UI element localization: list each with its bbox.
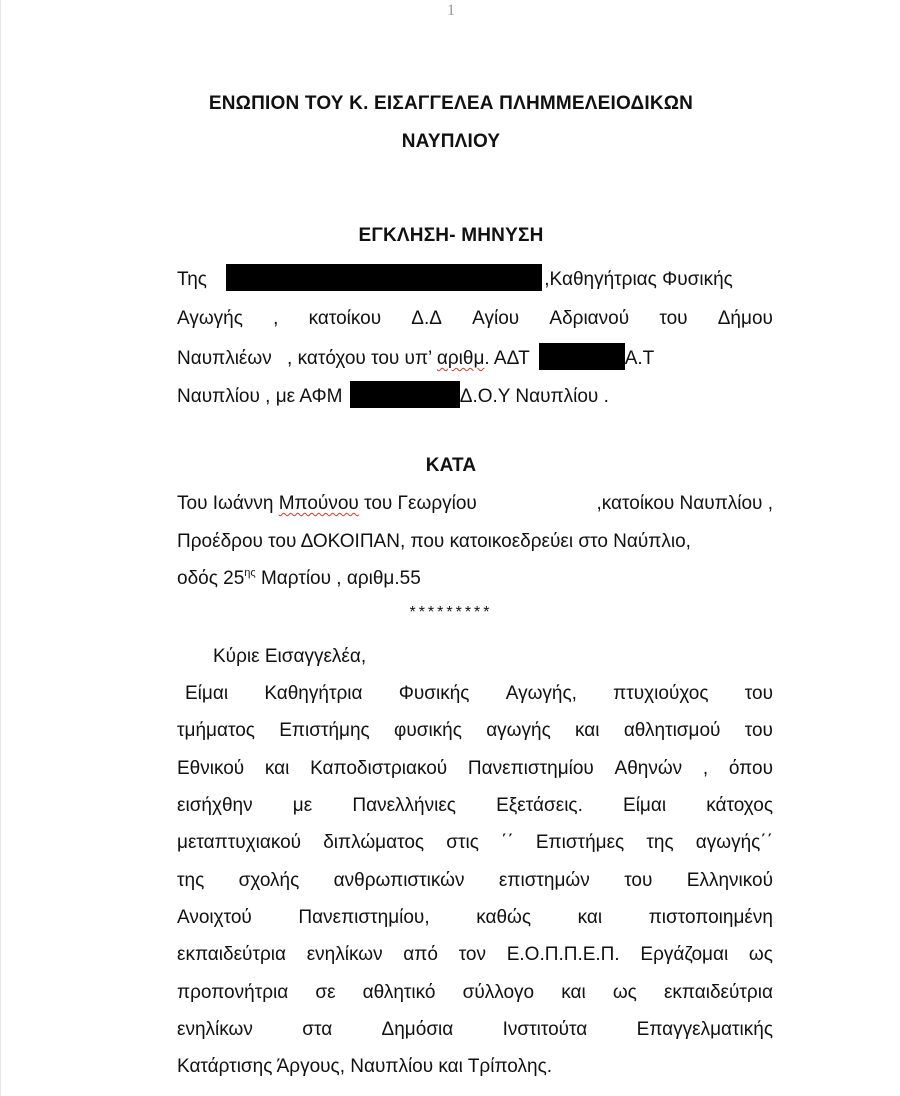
word: Εξετάσεις. [496, 795, 583, 816]
word: Αγίου [472, 308, 520, 329]
redacted-name [226, 264, 542, 291]
arithm-word: αριθμ [436, 348, 485, 369]
respondent-prefix [177, 492, 477, 516]
municipality: Ναυπλιέων [177, 348, 272, 369]
word: στις [446, 832, 479, 853]
word: ενηλίκων [306, 944, 383, 965]
document-title: ΕΓΚΛΗΣΗ- ΜΗΝΥΣΗ [358, 225, 544, 246]
word: αθλητισμού [623, 720, 721, 741]
word: Καποδιστριακού [310, 758, 448, 779]
word: Επιστήμης [279, 720, 370, 741]
against-heading: ΚΑΤΑ [425, 455, 477, 476]
street-rest: Μαρτίου , αριθμ.55 [255, 568, 421, 589]
word: του [744, 683, 773, 704]
holder-text: , κατόχου του υπ’ [287, 348, 432, 369]
complainant-line-3 [177, 343, 773, 371]
respondent-line-2: Προέδρου του ΔΟΚΟΙΠΑΝ, που κατοικοεδρεύει στο Ναύπλιο, [177, 531, 691, 552]
word: εκπαιδεύτρια [177, 944, 286, 965]
word: και [577, 907, 603, 928]
word: τον [458, 944, 486, 965]
word: φυσικής [394, 720, 462, 741]
word: Ανοιχτού [177, 907, 252, 928]
word: Επαγγελματικής [636, 1019, 773, 1040]
complainant-line-4 [177, 381, 773, 409]
word: στα [302, 1019, 333, 1040]
word: αγωγής΄΄ [695, 832, 773, 853]
word: Αγωγής [177, 308, 243, 329]
complainant-line-2 [177, 307, 773, 331]
body-line-6 [177, 869, 773, 893]
body-line-4 [177, 794, 773, 818]
word: όπου [728, 758, 773, 779]
word: επιστημών [498, 870, 590, 891]
word: εκπαιδεύτρια [663, 982, 773, 1003]
respondent-surname: Μπούνου [278, 493, 359, 514]
body-line-9 [177, 981, 773, 1005]
adt-label: . ΑΔΤ [484, 348, 530, 369]
word: Είμαι [185, 683, 229, 704]
word: διπλώματος [323, 832, 425, 853]
word: , [702, 758, 709, 779]
word: και [264, 758, 290, 779]
word: ανθρωπιστικών [333, 870, 465, 891]
word: και [575, 720, 600, 741]
respondent-father: του Γεωργίου [364, 493, 477, 514]
word: προπονήτρια [177, 982, 289, 1003]
word: κατοίκου [308, 308, 382, 329]
respondent-line-3 [177, 567, 773, 591]
word: Επιστήμες [535, 832, 625, 853]
word: σύλλογο [462, 982, 535, 1003]
word: Είμαι [623, 795, 667, 816]
word: και [561, 982, 586, 1003]
word: μεταπτυχιακού [177, 832, 302, 853]
word: Αδριανού [549, 308, 630, 329]
word: του [659, 308, 688, 329]
body-line-1 [185, 682, 773, 706]
word: Δημόσια [381, 1019, 454, 1040]
word: τμήματος [177, 720, 255, 741]
word: σε [315, 982, 336, 1003]
court-heading-line2: ΝΑΥΠΛΙΟΥ [401, 131, 501, 152]
body-line-10 [177, 1018, 773, 1042]
body-line-2 [177, 719, 773, 743]
word: Πανεπιστημίου, [298, 907, 430, 928]
at-label: Α.Τ [624, 348, 655, 369]
word: Εθνικού [177, 758, 245, 779]
word: , [273, 308, 279, 329]
word: ως [612, 982, 637, 1003]
redacted-id [539, 343, 625, 370]
word: πιστοποιημένη [648, 907, 773, 928]
respondent-name: Του Ιωάννη [177, 493, 274, 514]
respondent-residence: ,κατοίκου Ναυπλίου , [596, 493, 773, 514]
body-line-11: Κατάρτισης Άργους, Ναυπλίου και Τρίπολης. [177, 1056, 553, 1077]
word: Δήμου [717, 308, 773, 329]
body-line-7 [177, 906, 773, 930]
word: της [177, 870, 205, 891]
complainant-prefix: Της [177, 269, 207, 290]
ordinal-suffix: ης [244, 567, 256, 579]
word: πτυχιούχος [613, 683, 709, 704]
word: Ελληνικού [686, 870, 773, 891]
word: Φυσικής [398, 683, 470, 704]
page-number: 1 [447, 2, 455, 19]
redacted-afm [350, 381, 460, 408]
complainant-profession: ,Καθηγήτριας Φυσικής [544, 269, 733, 290]
word: εισήχθην [177, 795, 253, 816]
word: Πανεπιστημίου [467, 758, 594, 779]
word: Εργάζομαι [640, 944, 729, 965]
separator: ********* [409, 604, 493, 621]
word: του [744, 720, 773, 741]
word: Αγωγής, [505, 683, 577, 704]
word: σχολής [238, 870, 300, 891]
body-line-3 [177, 757, 773, 781]
street-prefix: οδός 25 [177, 568, 245, 589]
respondent-line-1 [177, 492, 773, 516]
word: Πανελλήνιες [352, 795, 456, 816]
salutation: Κύριε Εισαγγελέα, [213, 646, 367, 667]
body-line-8 [177, 943, 773, 967]
word: με [292, 795, 313, 816]
word: Καθηγήτρια [264, 683, 363, 704]
word: αγωγής [486, 720, 551, 741]
word: ως [748, 944, 773, 965]
word: της [646, 832, 674, 853]
word: Ινστιτούτα [502, 1019, 588, 1040]
body-line-5 [177, 831, 773, 855]
word: Ε.Ο.Π.Π.Ε.Π. [506, 944, 620, 965]
word: καθώς [476, 907, 532, 928]
word: κάτοχος [706, 795, 773, 816]
tax-office: Δ.Ο.Υ Ναυπλίου . [459, 386, 609, 407]
word: Αθηνών [614, 758, 683, 779]
court-heading-line1: ΕΝΩΠΙΟΝ ΤΟΥ Κ. ΕΙΣΑΓΓΕΛΕΑ ΠΛΗΜΜΕΛΕΙΟΔΙΚΩΝ [208, 93, 694, 114]
word: Δ.Δ [411, 308, 442, 329]
word: ΄΄ [501, 832, 514, 853]
word: αθλητικό [362, 982, 436, 1003]
afm-label: Ναυπλίου , με ΑΦΜ [177, 386, 343, 407]
complainant-line-1 [177, 264, 773, 292]
word: του [624, 870, 653, 891]
word: ενηλίκων [177, 1019, 253, 1040]
word: από [403, 944, 438, 965]
